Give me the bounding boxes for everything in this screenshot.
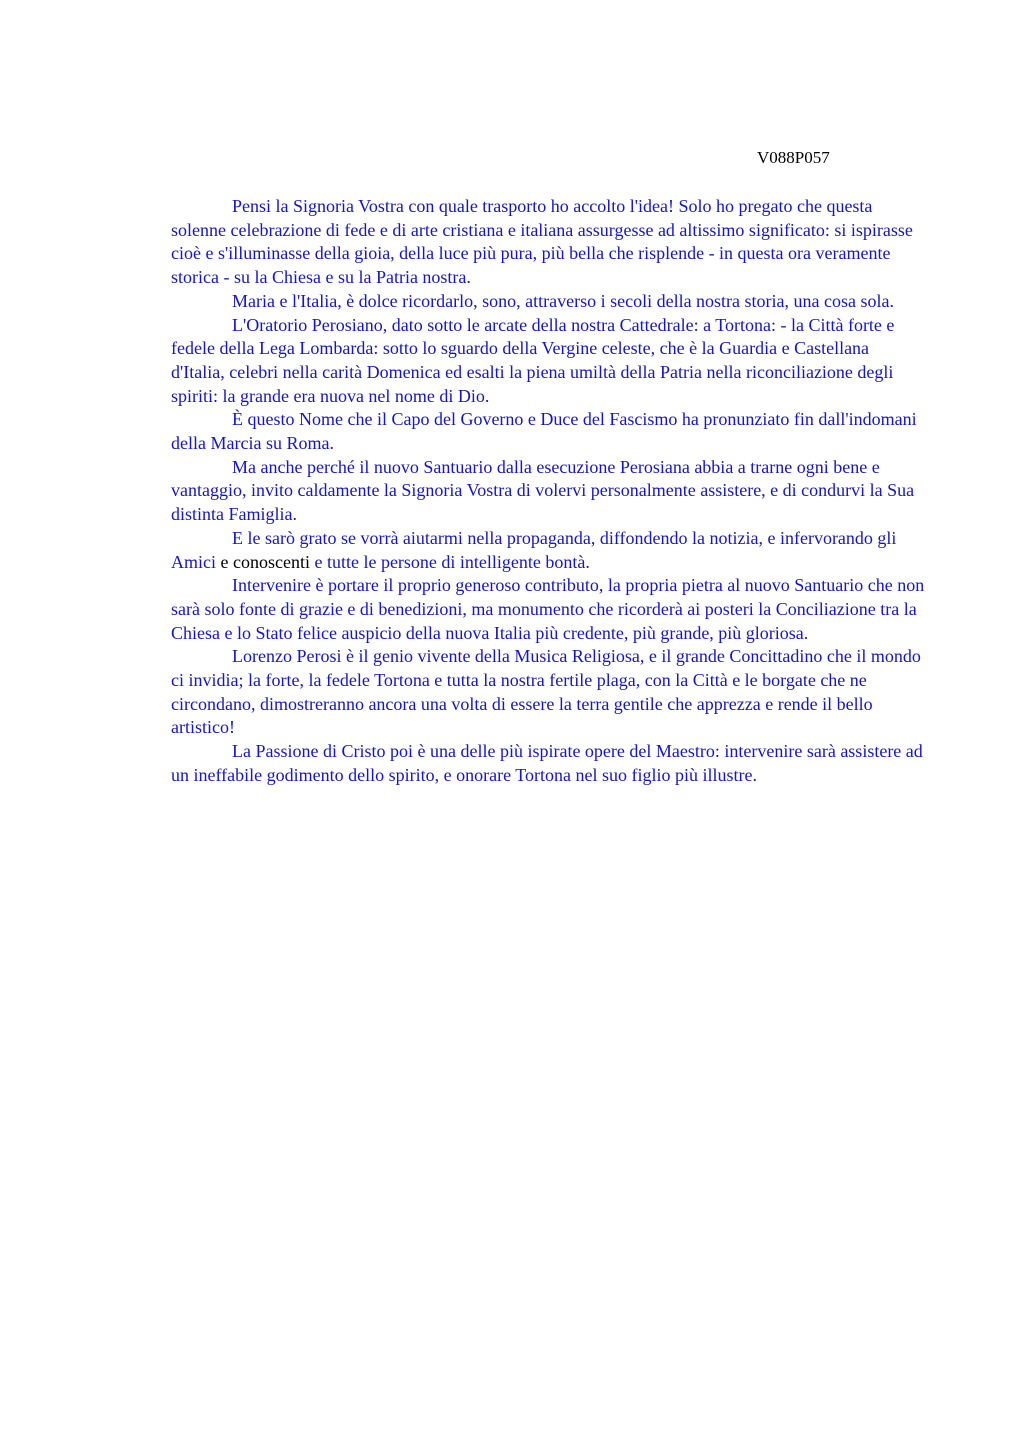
paragraph-8: Lorenzo Perosi è il genio vivente della Musica Religiosa, e il grande Concittadino che il mondo ci invidia; la forte, la fedele Tortona e tutta la nostra fertile plaga, con la Città e le borgate che ne circondano, dimostreranno ancora una volta di essere la terra gentile che apprezza e rende il bello artistico!	[171, 646, 921, 738]
paragraph-7: Intervenire è portare il proprio generoso contributo, la propria pietra al nuovo Santuario che non sarà solo fonte di grazie e di benedizioni, ma monumento che ricorderà ai posteri la Conciliazione tra la Chiesa e lo Stato felice auspicio della nuova Italia più credente, più grande, più gloriosa.	[171, 575, 925, 643]
letter-body	[171, 195, 927, 788]
paragraph-9: La Passione di Cristo poi è una delle più ispirate opere del Maestro: intervenire sarà assistere ad un ineffabile godimento dello spirito, e onorare Tortona nel suo figlio più illustre.	[171, 741, 923, 785]
paragraph-6-start: E le sarò grato se vorrà aiutarmi nella propaganda, diffondendo la notizia, e infervorando gli Amici	[171, 527, 897, 572]
paragraph-4: È questo Nome che il Capo del Governo e Duce del Fascismo ha pronunziato fin dall'indomani della Marcia su Roma.	[171, 409, 917, 454]
paragraph-1: Pensi la Signoria Vostra con quale trasporto ho accolto l'idea! Solo ho pregato che questa solenne celebrazione di fede e di arte cristiana e italiana assurgesse ad altissimo significato: si ispirasse cioè e s'illuminasse della gioia, della luce più pura, più bella che risplende - in questa ora veramente storica - su la Chiesa e su la Patria nostra.	[171, 196, 913, 288]
paragraph-6-black-text: e conoscenti	[220, 551, 310, 572]
paragraph-3: L'Oratorio Perosiano, dato sotto le arcate della nostra Cattedrale: a Tortona: - la Città forte e fedele della Lega Lombarda: sotto lo sguardo della Vergine celeste, che è la Guardia e Castellana d'Italia, celebri nella carità Domenica ed esalti la piena umiltà della Patria nella riconciliazione degli spiriti: la grande era nuova nel nome di Dio.	[171, 314, 895, 406]
page-code: V088P057	[757, 148, 830, 167]
paragraph-6	[171, 527, 927, 574]
paragraph-5: Ma anche perché il nuovo Santuario dalla esecuzione Perosiana abbia a trarne ogni bene e vantaggio, invito caldamente la Signoria Vostra di volervi personalmente assistere, e di condurvi la Sua distinta Famiglia.	[171, 456, 915, 525]
paragraph-6-end: e tutte le persone di intelligente bontà.	[309, 551, 590, 572]
paragraph-2: Maria e l'Italia, è dolce ricordarlo, sono, attraverso i secoli della nostra storia, una cosa sola.	[232, 290, 895, 311]
